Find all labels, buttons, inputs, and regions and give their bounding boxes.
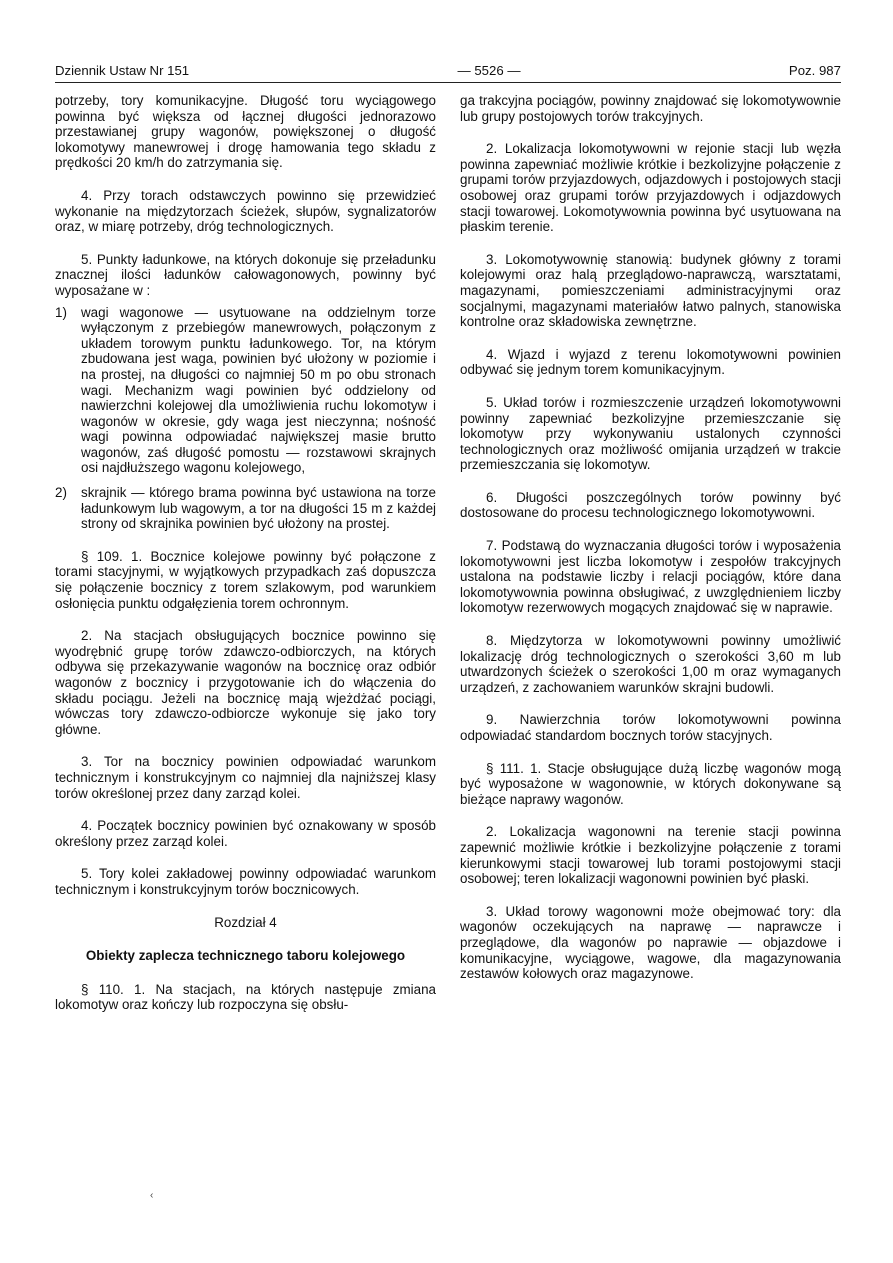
paragraph: 4. Wjazd i wyjazd z terenu lokomotywowni powinien odbywać się jednym torem komunikacyjnym. xyxy=(460,346,841,378)
paragraph: 2. Lokalizacja wagonowni na terenie stacji powinna zapewnić możliwie krótkie i bezkolizyjne połączenie z torami kierunkowymi stacji towarowej lub torami postojowymi stacji osobowej; teren lokalizacji wagonowni powinien być płaski. xyxy=(460,824,841,887)
paragraph: 4. Przy torach odstawczych powinno się przewidzieć wykonanie na międzytorzach ścieżek, słupów, sygnalizatorów oraz, w miarę potrzeby, dróg technologicznych. xyxy=(55,187,436,235)
paragraph: 5. Tory kolei zakładowej powinny odpowiadać warunkom technicznym i konstrukcyjnym torów bocznicowych. xyxy=(55,866,436,897)
document-page xyxy=(55,63,841,1243)
page-header xyxy=(55,63,841,83)
paragraph: 2. Na stacjach obsługujących bocznice powinno się wyodrębnić grupę torów zdawczo-odbiorczych, na których odbywa się przekazywanie wagonów na bocznicę oraz odbiór wagonów z bocznicy i przygotowanie ich do włączenia do składu pociągu. Jeżeli na bocznicę mają wjeżdżać pociągi, wówczas tory zdawczo-odbiorcze wykonuje się jako tory główne. xyxy=(55,628,436,737)
paragraph: 7. Podstawą do wyznaczania długości torów i wyposażenia lokomotywowni jest liczba lokomotyw i zespołów trakcyjnych ustalona na podstawie liczby i relacji pociągów, które dana lokomotywownia powinna obsługiwać, z uwzględnieniem liczby lokomotyw rezerwowych mogących znajdować się w naprawie. xyxy=(460,538,841,616)
list-item-number: 2) xyxy=(55,485,67,501)
scan-mark: ‹ xyxy=(150,1190,154,1201)
paragraph-section-109: § 109. 1. Bocznice kolejowe powinny być połączone z torami stacyjnymi, w wyjątkowych przypadkach zaś dopuszcza się połączenie bocznicy z torem szlakowym, pod warunkiem osłonięcia punktu odgałęzienia torem ochronnym. xyxy=(55,548,436,611)
chapter-heading: Rozdział 4 xyxy=(214,914,277,930)
list-item xyxy=(55,305,436,477)
chapter-title: Obiekty zaplecza technicznego taboru kolejowego xyxy=(85,948,406,964)
paragraph: 2. Lokalizacja lokomotywowni w rejonie stacji lub węzła powinna zapewniać możliwie krótkie i bezkolizyjne połączenie z grupami torów przyjazdowych, odjazdowych i postojowych stacji osobowej oraz grupami torów przyjazdowych i odjazdowych stacji towarowej. Lokomotywownia powinna być usytuowana na płaskim terenie. xyxy=(460,141,841,235)
left-column xyxy=(55,93,436,1030)
paragraph: 8. Międzytorza w lokomotywowni powinny umożliwić lokalizację dróg technologicznych o szerokości 3,60 m lub utwardzonych ścieżek o szerokości 1,00 m oraz wymaganych urządzeń, z zachowaniem warunków skrajni budowli. xyxy=(460,633,841,695)
paragraph: 4. Początek bocznicy powinien być oznakowany w sposób określony przez zarząd kolei. xyxy=(55,818,436,849)
paragraph-section-110: § 110. 1. Na stacjach, na których następuje zmiana lokomotyw oraz kończy lub rozpoczyna się obsłu- xyxy=(55,981,436,1013)
list-item-text: skrajnik — którego brama powinna być ustawiona na torze ładunkowym lub wagowym, a tor na długości 15 m z każdej strony od skrajnika powinien być ułożony na prostej. xyxy=(81,485,436,532)
list-item-text: wagi wagonowe — usytuowane na oddzielnym torze wyłączonym z przebiegów manewrowych, połączonym z układem torowym punktu ładunkowego. Tor, na którym zbudowana jest waga, powinien być ułożony w poziomie i na prostej, na długości co najmniej 50 m po obu stronach wagi. Mechanizm wagi powinien być oddzielony od nawierzchni kolejowej dla umożliwienia ruchu lokomotyw i wagonów w okresie, gdy waga jest nieczynna; nośność wagi powinna odpowiadać największej masie brutto wagonów, zaś długość pomostu — rozstawowi skrajnych osi najdłuższego wagonu kolejowego, xyxy=(81,304,436,476)
list-item-number: 1) xyxy=(55,304,67,320)
paragraph: 3. Układ torowy wagonowni może obejmować tory: dla wagonów oczekujących na naprawę — naprawcze i przeglądowe, dla wagonów po naprawie — objazdowe i komunikacyjne, wyciągowe, wagowe, dla magazynowania zestawów kołowych oraz magazynowe. xyxy=(460,903,841,982)
paragraph: 5. Punkty ładunkowe, na których dokonuje się przeładunku znacznej ilości ładunków całowagonowych, powinny być wyposażane w : xyxy=(55,251,436,298)
paragraph: 9. Nawierzchnia torów lokomotywowni powinna odpowiadać standardom bocznych torów stacyjnych. xyxy=(460,712,841,743)
position-number: Poz. 987 xyxy=(788,63,841,78)
paragraph: potrzeby, tory komunikacyjne. Długość toru wyciągowego powinna być większa od łącznej długości jednorazowo przestawianej grupy wagonów, powiększonej o długość lokomotywy manewrowej i drogę hamowania tego składu z prędkości 20 km/h do zatrzymania się. xyxy=(55,93,436,171)
paragraph: 3. Lokomotywownię stanowią: budynek główny z torami kolejowymi oraz halą przeglądowo-naprawczą, warsztatami, magazynami, pomieszczeniami administracyjnymi oraz socjalnymi, magazynami materiałów łatwo palnych, stanowiska kontrolne oraz składowiska zewnętrzne. xyxy=(460,251,841,330)
text-columns xyxy=(55,93,841,1030)
paragraph: 6. Długości poszczególnych torów powinny być dostosowane do procesu technologicznego lokomotywowni. xyxy=(460,489,841,521)
paragraph-section-111: § 111. 1. Stacje obsługujące dużą liczbę wagonów mogą być wyposażone w wagonownie, w których dokonywane są bieżące naprawy wagonów. xyxy=(460,760,841,807)
paragraph: 5. Układ torów i rozmieszczenie urządzeń lokomotywowni powinny zapewniać bezkolizyjne przemieszczanie się lokomotyw przy wykonywaniu ustalonych czynności technologicznych oraz możliwość omijania urządzeń w trakcie przemieszczania się lokomotyw. xyxy=(460,394,841,473)
right-column xyxy=(460,93,841,1030)
paragraph: 3. Tor na bocznicy powinien odpowiadać warunkom technicznym i konstrukcyjnym co najmniej dla najniższej klasy torów określonej przez dany zarząd kolei. xyxy=(55,754,436,801)
paragraph: ga trakcyjna pociągów, powinny znajdować się lokomotywownie lub grupy postojowych torów trakcyjnych. xyxy=(460,93,841,124)
journal-title: Dziennik Ustaw Nr 151 xyxy=(55,63,190,78)
page-number: — 5526 — xyxy=(457,63,521,78)
list-item xyxy=(55,485,436,532)
